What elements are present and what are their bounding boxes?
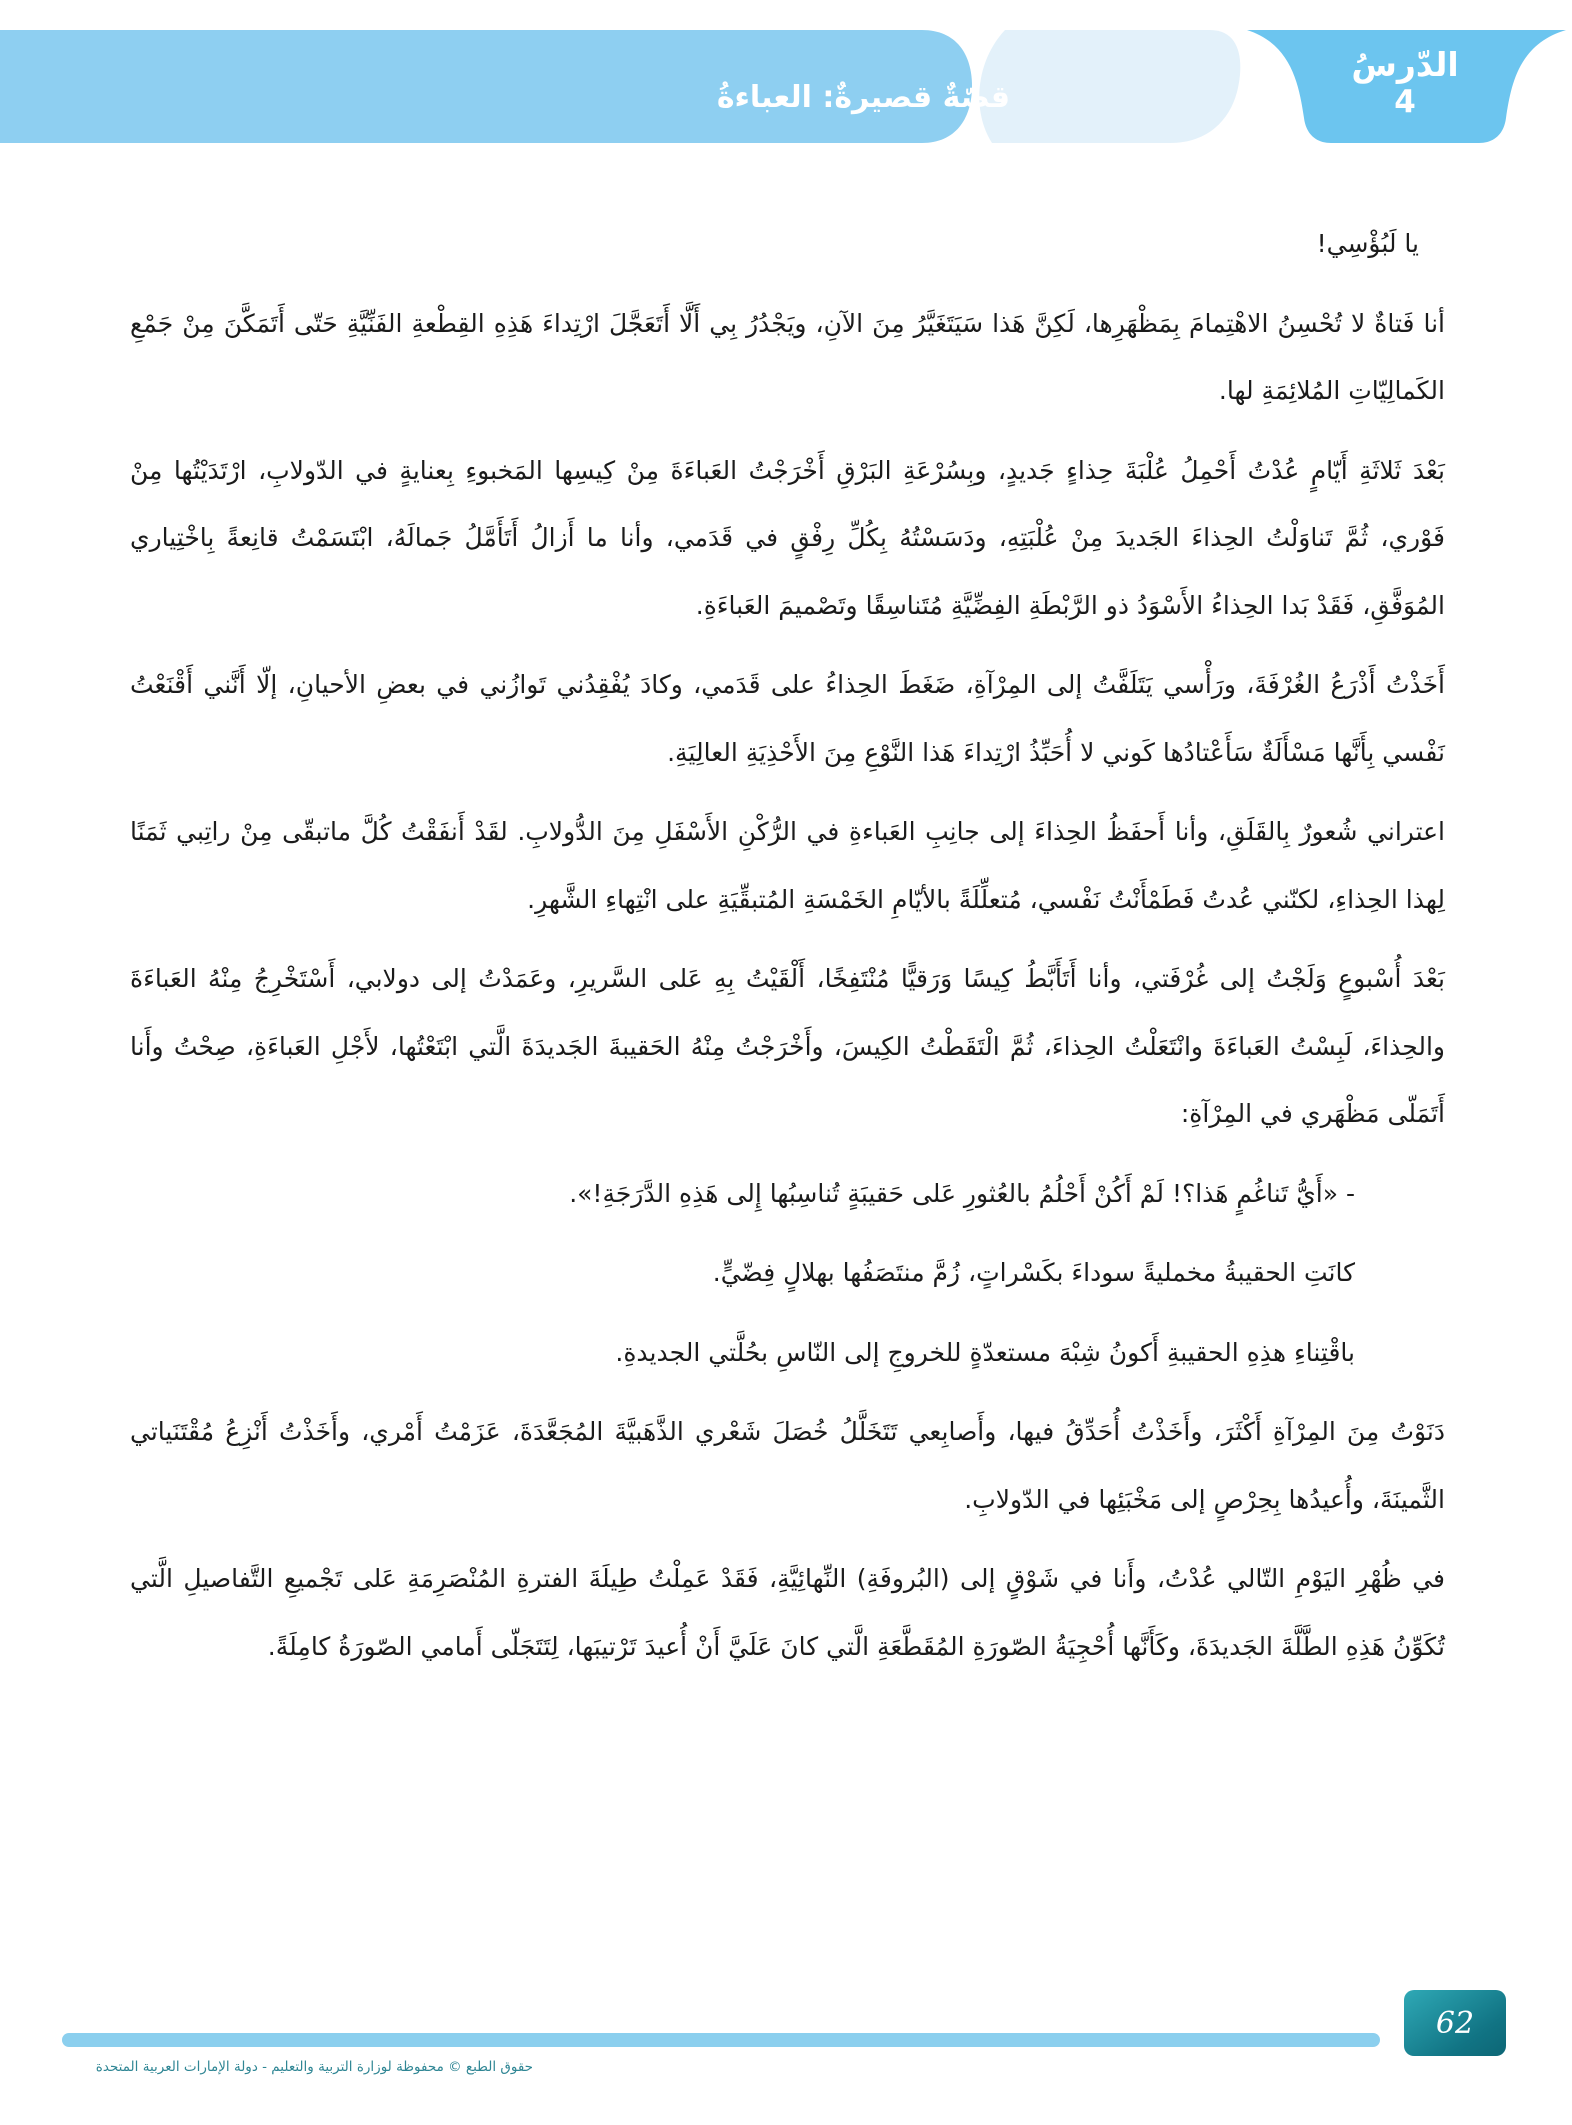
page-number: 62 <box>1435 2005 1475 2041</box>
lesson-number: 4 <box>1394 84 1416 121</box>
lesson-label: الدّرسُ <box>1351 45 1459 84</box>
story-paragraph: اعتراني شُعورٌ بِالقَلَقِ، وأنا أَحفَظُ الحِذاءَ إلى جانِبِ العَباءةِ في الرُّكْنِ الأَسْفَلِ مِنَ الدُّولابِ. لقَدْ أَنفَقْتُ كُلَّ ماتبقّى مِنْ راتِبي ثَمَنًا لِهذا الحِذاءِ، لكنّني عُدتُ فَطَمْأَنْتُ نَفْسي، مُتعلِّلَةً بالأيّامِ الخَمْسَةِ المُتبقِّيَةِ على انْتِهاءِ الشَّهرِ. <box>130 817 1445 914</box>
story-paragraph: أَخَذْتُ أَذْرَعُ الغُرْفَةَ، ورَأْسي يَتَلَفَّتُ إلى المِرْآةِ، ضَغَطَ الحِذاءُ على قَدَمي، وكادَ يُفْقِدُني تَوازُني في بعضِ الأحيانِ، إلّا أَنَّني أَقْنَعْتُ نَفْسي بِأَنَّها مَسْأَلَةٌ سَأَعْتادُها كَوني لا أُحَبِّذُ ارْتِداءَ هَذا النَّوْعِ مِنَ الأَحْذِيَةِ العالِيَةِ. <box>130 670 1445 767</box>
story-paragraph: بَعْدَ ثَلاثَةِ أَيّامٍ عُدْتُ أَحْمِلُ عُلْبَةَ حِذاءٍ جَديدٍ، وبِسُرْعَةِ البَرْقِ أَخْرَجْتُ العَباءَةَ مِنْ كِيسِها المَخبوءِ بِعنايةٍ في الدّولابِ، ارْتَدَيْتُها مِنْ فَوْري، ثُمَّ تَناوَلْتُ الحِذاءَ الجَديدَ مِنْ عُلْبَتِهِ، ودَسَسْتُهُ بِكُلِّ رِفْقٍ في قَدَمي، وأنا ما أَزالُ أَتَأَمَّلُ جَمالَهُ، ابْتَسَمْتُ قانِعةً بِاخْتِياري المُوَفَّقِ، فَقَدْ بَدا الحِذاءُ الأَسْوَدُ ذو الرَّبْطَةِ الفِضِّيَّةِ مُتَناسِقًا وتَصْميمَ العَباءَةِ. <box>130 455 1445 620</box>
story-paragraph: في ظُهْرِ اليَوْمِ التّالي عُدْتُ، وأَنا في شَوْقٍ إلى (البُروفَةِ) النِّهائِيَّةِ، فَقَدْ عَمِلْتُ طِيلَةَ الفترةِ المُنْصَرِمَةِ عَلى تَجْميعِ التَّفاصيلِ الَّتي تُكَوِّنُ هَذِهِ الطَّلَّةَ الجَديدَةَ، وكَأَنَّها أُحْجِيَةُ الصّورَةِ المُقَطَّعَةِ الَّتي كانَ عَلَيَّ أَنْ أُعيدَ تَرْتيبَها، لِتَتَجَلّى أَمامي الصّورَةُ كامِلَةً. <box>130 1564 1445 1661</box>
story-paragraph: باقْتِناءِ هذِهِ الحقيبةِ أَكونُ شِبْهَ مستعدّةٍ للخروجِ إلى النّاسِ بحُلَّتي الجديدةِ. <box>615 1337 1355 1367</box>
lesson-badge <box>1320 44 1490 121</box>
header-petal-shape <box>979 30 1240 143</box>
story-paragraph: أنا فَتاةٌ لا تُحْسِنُ الاهْتِمامَ بِمَظْهَرِها، لَكِنَّ هَذا سَيَتَغَيَّرُ مِنَ الآنِ، ويَجْدُرُ بِي أَلَّا أَتَعَجَّلَ ارْتِداءَ هَذِهِ القِطْعةِ الفَنِّيَّةِ حَتّى أَتَمَكَّنَ مِنْ جَمْعِ الكَمالِيّاتِ المُلائِمَةِ لها. <box>130 308 1445 405</box>
footer-rule <box>62 2033 1380 2047</box>
story-paragraph: يا لَبُؤْسِي! <box>1316 229 1419 258</box>
copyright-line: حقوق الطبع © محفوظة لوزارة التربية والتعليم - دولة الإمارات العربية المتحدة <box>95 2059 533 2075</box>
story-text <box>130 210 1445 1692</box>
story-paragraph: دَنَوْتُ مِنَ المِرْآةِ أَكْثَرَ، وأَخَذْتُ أُحَدِّقُ فيها، وأَصابِعي تَتَخَلَّلُ خُصَلَ شَعْري الذَّهَبيَّةَ المُجَعَّدَةَ، عَزَمْتُ أَمْري، وأَخَذْتُ أَنْزِعُ مُقْتَنَياتي الثَّمينَةَ، وأُعيدُها بِحِرْصٍ إلى مَخْبَئِها في الدّولابِ. <box>130 1417 1445 1514</box>
page-number-badge <box>1404 1990 1506 2056</box>
page-title: قصّةٌ قصيرةٌ: العباءةُ <box>716 80 1010 115</box>
story-paragraph-quote: - «أَيُّ تَناغُمٍ هَذا؟! لَمْ أَكُنْ أَحْلُمُ بالعُثورِ عَلى حَقيبَةٍ تُناسِبُها إِلى هَذِهِ الدَّرَجَةِ!». <box>569 1178 1355 1208</box>
story-paragraph: بَعْدَ أُسْبوعٍ وَلَجْتُ إلى غُرْفَتي، وأنا أَتَأَبَّطُ كِيسًا وَرَقيًّا مُنْتَفِخًا، أَلْقَيْتُ بِهِ عَلى السَّريرِ، وعَمَدْتُ إلى دولابي، أَسْتَخْرِجُ مِنْهُ العَباءَةَ والحِذاءَ، لَبِسْتُ العَباءَةَ وانْتَعَلْتُ الحِذاءَ، ثُمَّ الْتَقَطْتُ الكِيسَ، وأَخْرَجْتُ مِنْهُ الحَقيبةَ الجَديدَةَ الَّتي ابْتَعْتُها، لأَجْلِ العَباءَةِ، صِحْتُ وأَنا أَتَمَلّى مَظْهَري في المِرْآةِ: <box>130 964 1445 1128</box>
story-paragraph: كانَتِ الحقيبةُ مخمليةً سوداءَ بكَسْراتٍ، زُمَّ منتَصَفُها بهلالٍ فِضّيٍّ. <box>712 1258 1355 1287</box>
